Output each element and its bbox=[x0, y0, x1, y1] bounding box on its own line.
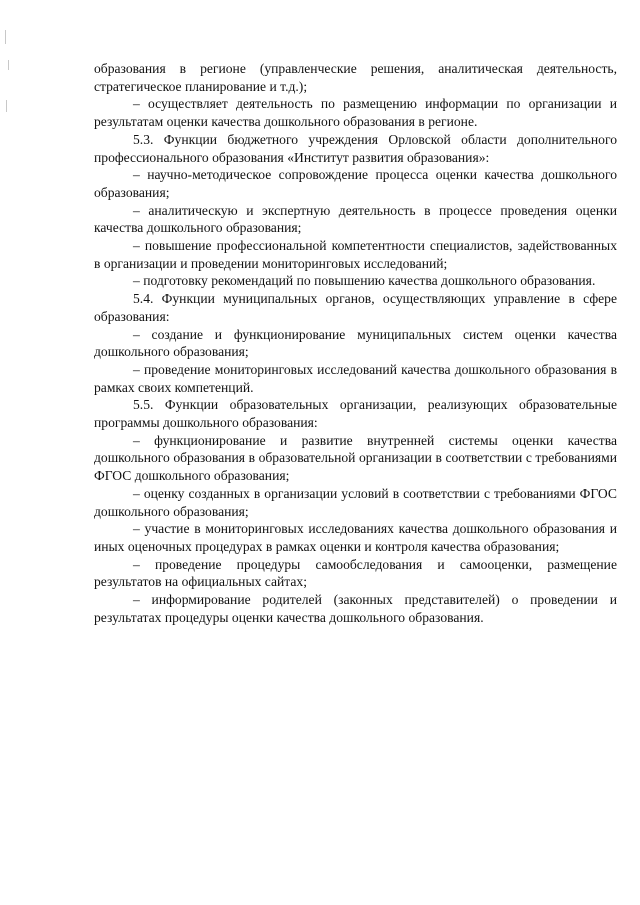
paragraph-section-5-4: 5.4. Функции муниципальных органов, осуществляющих управление в сфере образования: bbox=[94, 291, 617, 324]
scan-edge-marks bbox=[4, 30, 12, 150]
paragraph-section-5-5: 5.5. Функции образовательных организации, реализующих образовательные программы дошкольного образования: bbox=[94, 397, 617, 431]
paragraph-section-5-3: 5.3. Функции бюджетного учреждения Орловской области дополнительного профессионального образования «Институт развития образования»: bbox=[94, 131, 617, 165]
paragraph-list-item: – создание и функционирование муниципальных систем оценки качества дошкольного образования; bbox=[94, 326, 617, 360]
paragraph-list-item: – проведение процедуры самообследования и самооценки, размещение результатов на официальных сайтах; bbox=[94, 556, 617, 590]
paragraph-list-item: – подготовку рекомендаций по повышению качества дошкольного образования. bbox=[133, 273, 596, 289]
paragraph-list-item: – проведение мониторинговых исследований качества дошкольного образования в рамках своих компетенций. bbox=[94, 361, 617, 395]
paragraph-list-item: – осуществляет деятельность по размещению информации по организации и результатам оценки качества дошкольного образования в регионе. bbox=[94, 96, 617, 130]
paragraph-list-item: – оценку созданных в организации условий в соответствии с требованиями ФГОС дошкольного образования; bbox=[94, 485, 617, 519]
scan-speck bbox=[6, 100, 7, 112]
paragraph-list-item: – информирование родителей (законных представителей) о проведении и результатах процедуры оценки качества дошкольного образования. bbox=[94, 592, 617, 625]
paragraph-list-item: – аналитическую и экспертную деятельность в процессе проведения оценки качества дошкольного образования; bbox=[94, 202, 617, 236]
paragraph-list-item: – функционирование и развитие внутренней системы оценки качества дошкольного образования в образовательной организации в соответствии с требованиями ФГОС дошкольного образования; bbox=[94, 432, 617, 484]
scan-speck bbox=[5, 30, 6, 44]
document-body bbox=[94, 60, 617, 627]
paragraph-list-item: – участие в мониторинговых исследованиях качества дошкольного образования и иных оценочных процедурах в рамках оценки и контроля качества образования; bbox=[94, 521, 617, 554]
scan-speck bbox=[8, 60, 9, 70]
paragraph-list-item: – научно-методическое сопровождение процесса оценки качества дошкольного образования; bbox=[94, 167, 617, 200]
paragraph-list-item: – повышение профессиональной компетентности специалистов, задействованных в организации и проведении мониторинговых исследований; bbox=[94, 238, 617, 271]
paragraph-continuation: образования в регионе (управленческие решения, аналитическая деятельность, стратегическое планирование и т.д.); bbox=[94, 61, 617, 94]
